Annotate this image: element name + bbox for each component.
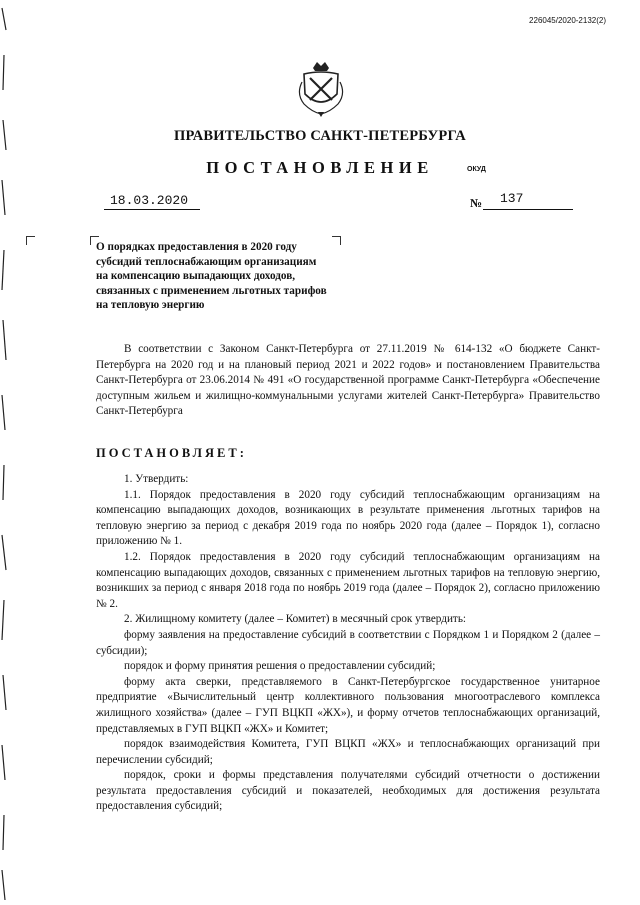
subject-line: на тепловую энергию [96, 299, 205, 312]
subject-line: О порядках предоставления в 2020 году [96, 241, 297, 253]
number-sign: № [470, 196, 483, 210]
subject-line: субсидий теплоснабжающим организациям [96, 255, 317, 268]
clause-paragraph: форму заявления на предоставление субсидий в соответствии с Порядком 1 и Порядком 2 (далее – субсидии); [96, 628, 600, 657]
okud-label: ОКУД [467, 166, 486, 173]
clause-paragraph: 2. Жилищному комитету (далее – Комитет) в месячный срок утвердить: [124, 613, 467, 626]
government-name: ПРАВИТЕЛЬСТВО САНКТ-ПЕТЕРБУРГА [174, 128, 466, 144]
document-type-title: ПОСТАНОВЛЕНИЕ [206, 158, 434, 177]
clause-paragraph: 1. Утвердить: [124, 473, 189, 485]
clause-paragraph: порядок взаимодействия Комитета, ГУП ВЦКП «ЖХ» и теплоснабжающих организаций при перечислении субсидий; [96, 738, 600, 766]
number-underline [483, 209, 573, 210]
subject-line: связанных с применением льготных тарифов [96, 284, 327, 297]
preamble-block [96, 342, 600, 420]
clause-paragraph: порядок и форму принятия решения о предоставлении субсидий; [124, 660, 436, 673]
clause-paragraph: форму акта сверки, представляемого в Санкт-Петербургское государственное унитарное предприятие «Вычислительный центр коллективного пользования многоотраслевого комплекса жилищного хозяйства» (далее – ГУП ВЦКП «ЖХ»), и форму отчетов теплоснабжающих организаций, представляемых в ГУП ВЦКП «ЖХ» и Комитет; [96, 675, 600, 735]
clause-paragraph: 1.2. Порядок предоставления в 2020 году субсидий теплоснабжающим организациям на компенсацию выпадающих доходов, связанных с применением льготных тарифов на тепловую энергию, возникших за период с января 2018 года по ноябрь 2019 года (далее – Порядок 2), согласно приложению № 2. [96, 550, 600, 610]
clause-paragraph: 1.1. Порядок предоставления в 2020 году субсидий теплоснабжающим организациям на компенсацию выпадающих доходов, возникающих в результате применения льготных тарифов на тепловую энергию за период с декабря 2019 года по ноябрь 2020 года (далее – Порядок 1), согласно приложению № 1. [96, 488, 600, 548]
coat-of-arms-emblem [296, 60, 346, 118]
document-date: 18.03.2020 [110, 193, 189, 208]
document-subject [96, 240, 356, 313]
subject-line: на компенсацию выпадающих доходов, [96, 270, 296, 283]
left-margin-corner-mark [26, 236, 35, 245]
preamble-paragraph: В соответствии с Законом Санкт-Петербурга от 27.11.2019 № 614-132 «О бюджете Санкт-Петербурга на 2020 год и на плановый период 2021 и 2022 годов» и постановлением Правительства Санкт-Петербурга от 23.06.2014 № 491 «О государственной программе Санкт-Петербурга «Обеспечение доступным жильем и жилищно-коммунальными услугами жителей Санкт-Петербурга» Правительство Санкт-Петербурга [96, 343, 600, 418]
document-id: 226045/2020-2132(2) [529, 16, 606, 25]
clause-paragraph: порядок, сроки и формы представления получателями субсидий отчетности о достижении результата предоставления субсидий и показателей, необходимых для достижения результата предоставления субсидий; [96, 769, 600, 813]
document-number: 137 [500, 191, 524, 206]
date-underline [104, 209, 200, 210]
resolves-heading: ПОСТАНОВЛЯЕТ: [96, 446, 247, 460]
resolution-body [96, 472, 600, 815]
